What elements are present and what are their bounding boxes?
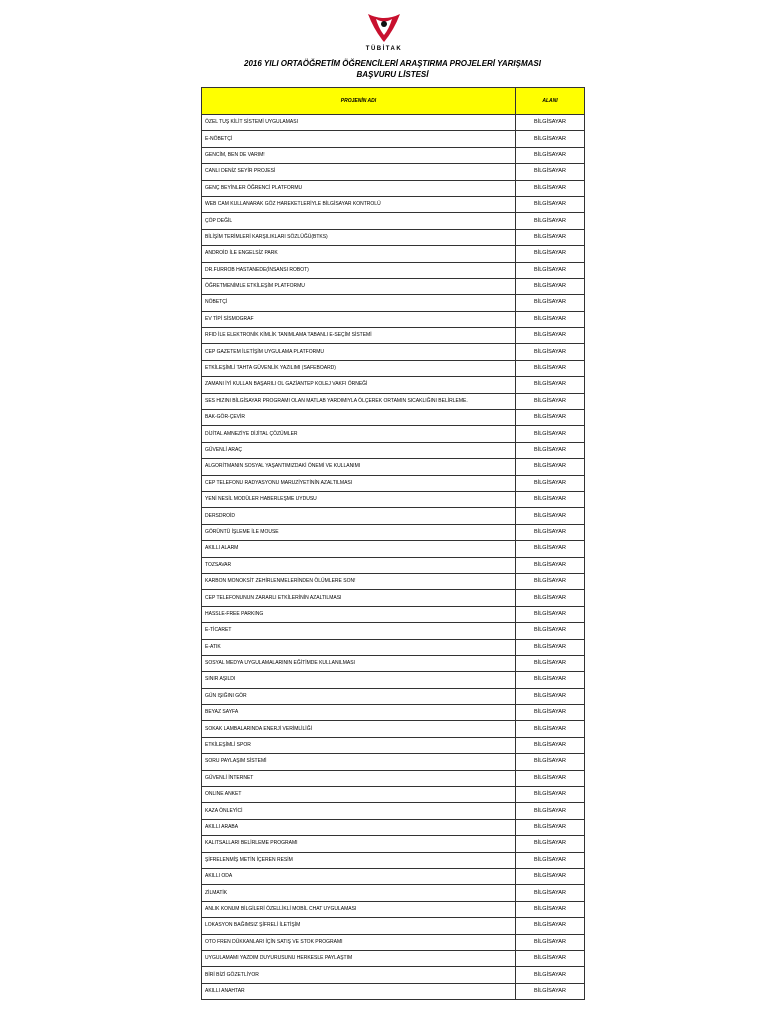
table-row (202, 180, 585, 196)
field-cell: BİLGİSAYAR (516, 950, 585, 966)
project-name-cell: RFID İLE ELEKTRONİK KİMLİK TANIMLAMA TABANLI E-SEÇİM SİSTEMİ (202, 328, 516, 344)
field-cell: BİLGİSAYAR (516, 491, 585, 507)
project-name-cell: SOSYAL MEDYA UYGULAMALARININ EĞİTİMDE KULLANILMASI (202, 655, 516, 671)
table-row (202, 377, 585, 393)
project-name-cell: BAK-GÖR-ÇEVİR (202, 410, 516, 426)
project-name-cell: ÖĞRETMENİMLE ETKİLEŞİM PLATFORMU (202, 278, 516, 294)
table-row (202, 262, 585, 278)
field-cell: BİLGİSAYAR (516, 196, 585, 212)
field-cell: BİLGİSAYAR (516, 229, 585, 245)
table-row (202, 688, 585, 704)
table-row (202, 213, 585, 229)
field-cell: BİLGİSAYAR (516, 311, 585, 327)
field-cell: BİLGİSAYAR (516, 819, 585, 835)
field-cell: BİLGİSAYAR (516, 655, 585, 671)
field-cell: BİLGİSAYAR (516, 754, 585, 770)
project-name-cell: CEP GAZETEM İLETİŞİM UYGULAMA PLATFORMU (202, 344, 516, 360)
project-name-cell: AKILLI ARABA (202, 819, 516, 835)
field-cell: BİLGİSAYAR (516, 918, 585, 934)
project-name-cell: E-ATIK (202, 639, 516, 655)
project-name-cell: EV TİPİ SİSMOGRAF (202, 311, 516, 327)
table-row (202, 229, 585, 245)
table-row (202, 737, 585, 753)
project-name-cell: SORU PAYLAŞIM SİSTEMİ (202, 754, 516, 770)
project-name-cell: ŞİFRELENMİŞ METİN İÇEREN RESİM (202, 852, 516, 868)
field-cell: BİLGİSAYAR (516, 721, 585, 737)
table-row (202, 705, 585, 721)
field-cell: BİLGİSAYAR (516, 213, 585, 229)
project-name-cell: SINIR AŞILDI (202, 672, 516, 688)
field-cell: BİLGİSAYAR (516, 180, 585, 196)
field-cell: BİLGİSAYAR (516, 377, 585, 393)
field-cell: BİLGİSAYAR (516, 639, 585, 655)
table-header-row (202, 88, 585, 115)
table-row (202, 868, 585, 884)
table-row (202, 360, 585, 376)
project-name-cell: ÇÖP DEĞİL (202, 213, 516, 229)
field-cell: BİLGİSAYAR (516, 787, 585, 803)
field-cell: BİLGİSAYAR (516, 672, 585, 688)
project-name-cell: KARBON MONOKSİT ZEHİRLENMELERİNDEN ÖLÜMLERE SON! (202, 573, 516, 589)
project-name-cell: ZAMANI İYİ KULLAN BAŞARILI OL GAZİANTEP KOLEJ VAKFI ÖRNEĞİ (202, 377, 516, 393)
field-cell: BİLGİSAYAR (516, 868, 585, 884)
field-cell: BİLGİSAYAR (516, 147, 585, 163)
table-row (202, 393, 585, 409)
table-row (202, 557, 585, 573)
project-name-cell: E-TİCARET (202, 623, 516, 639)
project-name-cell: TOZSAVAR (202, 557, 516, 573)
table-row (202, 459, 585, 475)
project-name-cell: DERSDROİD (202, 508, 516, 524)
field-cell: BİLGİSAYAR (516, 328, 585, 344)
table-row (202, 852, 585, 868)
table-row (202, 967, 585, 983)
field-cell: BİLGİSAYAR (516, 557, 585, 573)
project-name-cell: GÖRÜNTÜ İŞLEME İLE MOUSE (202, 524, 516, 540)
field-cell: BİLGİSAYAR (516, 278, 585, 294)
project-name-cell: DİJİTAL AMNEZİYE DİJİTAL ÇÖZÜMLER (202, 426, 516, 442)
table-row (202, 901, 585, 917)
project-name-cell: WEB CAM KULLANARAK GÖZ HAREKETLERİYLE BİLGİSAYAR KONTROLÜ (202, 196, 516, 212)
brand-wordmark: TÜBİTAK (365, 46, 403, 52)
field-cell: BİLGİSAYAR (516, 705, 585, 721)
table-row (202, 131, 585, 147)
field-cell: BİLGİSAYAR (516, 688, 585, 704)
document-subtitle: BAŞVURU LİSTESİ (356, 70, 429, 79)
table-row (202, 442, 585, 458)
project-name-cell: GÜVENLİ İNTERNET (202, 770, 516, 786)
table-row (202, 819, 585, 835)
field-cell: BİLGİSAYAR (516, 901, 585, 917)
table-row (202, 524, 585, 540)
field-cell: BİLGİSAYAR (516, 475, 585, 491)
project-name-cell: GÜN IŞIĞINI GÖR (202, 688, 516, 704)
table-row (202, 344, 585, 360)
table-row (202, 573, 585, 589)
project-name-cell: ÖZEL TUŞ KİLİT SİSTEMİ UYGULAMASI (202, 115, 516, 131)
project-name-cell: ANDROİD İLE ENGELSİZ PARK (202, 246, 516, 262)
project-name-cell: GÜVENLİ ARAÇ (202, 442, 516, 458)
field-cell: BİLGİSAYAR (516, 115, 585, 131)
table-row (202, 508, 585, 524)
project-name-cell: GENCİM, BEN DE VARIM! (202, 147, 516, 163)
field-cell: BİLGİSAYAR (516, 131, 585, 147)
table-row (202, 475, 585, 491)
table-row (202, 491, 585, 507)
project-name-cell: KAZA ÖNLEYİCİ (202, 803, 516, 819)
field-cell: BİLGİSAYAR (516, 262, 585, 278)
field-cell: BİLGİSAYAR (516, 836, 585, 852)
project-name-cell: NÖBETÇİ (202, 295, 516, 311)
table-row (202, 787, 585, 803)
project-name-cell: ETKİLEŞİMLİ TAHTA GÜVENLİK YAZILIMI (SAFEBOARD) (202, 360, 516, 376)
project-name-cell: SES HIZINI BİLGİSAYAR PROGRAMI OLAN MATLAB YARDIMIYLA ÖLÇEREK ORTAMIN SICAKLIĞINI BELİRLEME. (202, 393, 516, 409)
field-cell: BİLGİSAYAR (516, 737, 585, 753)
table-row (202, 328, 585, 344)
project-name-cell: AKILLI ALARM (202, 541, 516, 557)
project-name-cell: UYGULAMAMI YAZDIM DUYURUSUNU HERKESLE PAYLAŞTIM (202, 950, 516, 966)
field-cell: BİLGİSAYAR (516, 803, 585, 819)
table-row (202, 278, 585, 294)
table-row (202, 836, 585, 852)
table-row (202, 754, 585, 770)
project-name-cell: HASSLE-FREE PARKING (202, 606, 516, 622)
application-list-table (201, 87, 585, 1000)
field-cell: BİLGİSAYAR (516, 164, 585, 180)
project-name-cell: KALITSALLARI BELİRLEME PROGRAMI (202, 836, 516, 852)
table-row (202, 672, 585, 688)
field-cell: BİLGİSAYAR (516, 934, 585, 950)
field-cell: BİLGİSAYAR (516, 606, 585, 622)
table-row (202, 311, 585, 327)
field-cell: BİLGİSAYAR (516, 344, 585, 360)
field-cell: BİLGİSAYAR (516, 541, 585, 557)
field-cell: BİLGİSAYAR (516, 524, 585, 540)
field-cell: BİLGİSAYAR (516, 360, 585, 376)
table-row (202, 246, 585, 262)
project-name-cell: ZİLMATİK (202, 885, 516, 901)
project-name-cell: BEYAZ SAYFA (202, 705, 516, 721)
table-row (202, 918, 585, 934)
table-row (202, 655, 585, 671)
project-name-cell: CANLI DENİZ SEYİR PROJESİ (202, 164, 516, 180)
field-cell: BİLGİSAYAR (516, 246, 585, 262)
document-title: 2016 YILI ORTAÖĞRETİM ÖĞRENCİLERİ ARAŞTIRMA PROJELERİ YARIŞMASI (244, 59, 541, 68)
table-body (202, 115, 585, 1000)
project-name-cell: E-NÖBETÇİ (202, 131, 516, 147)
project-name-cell: SOKAK LAMBALARINDA ENERJİ VERİMLİLİĞİ (202, 721, 516, 737)
table-row (202, 410, 585, 426)
field-cell: BİLGİSAYAR (516, 967, 585, 983)
project-name-cell: CEP TELEFONUNUN ZARARLI ETKİLERİNİN AZALTILMASI (202, 590, 516, 606)
project-name-cell: DR.FURROB HASTANEDE(İNSANSI ROBOT) (202, 262, 516, 278)
field-cell: BİLGİSAYAR (516, 295, 585, 311)
project-name-cell: ETKİLEŞİMLİ SPOR (202, 737, 516, 753)
field-cell: BİLGİSAYAR (516, 770, 585, 786)
project-name-cell: YENİ NESİL MODÜLER HABERLEŞME UYDUSU (202, 491, 516, 507)
column-header-field: ALANI (516, 88, 585, 115)
table-row (202, 885, 585, 901)
table-row (202, 196, 585, 212)
project-name-cell: ONLINE ANKET (202, 787, 516, 803)
field-cell: BİLGİSAYAR (516, 885, 585, 901)
table-row (202, 295, 585, 311)
table-row (202, 623, 585, 639)
project-name-cell: OTO FREN DÜKKANLARI İÇİN SATIŞ VE STOK PROGRAMI (202, 934, 516, 950)
table-row (202, 115, 585, 131)
field-cell: BİLGİSAYAR (516, 508, 585, 524)
table-row (202, 147, 585, 163)
table-row (202, 950, 585, 966)
field-cell: BİLGİSAYAR (516, 623, 585, 639)
field-cell: BİLGİSAYAR (516, 426, 585, 442)
table-row (202, 426, 585, 442)
project-name-cell: ALGORİTMANIN SOSYAL YAŞANTIMIZDAKİ ÖNEMİ VE KULLANIMI (202, 459, 516, 475)
table-row (202, 606, 585, 622)
column-header-project-name: PROJENİN ADI (202, 88, 516, 115)
field-cell: BİLGİSAYAR (516, 393, 585, 409)
project-name-cell: GENÇ BEYİNLER ÖĞRENCİ PLATFORMU (202, 180, 516, 196)
field-cell: BİLGİSAYAR (516, 852, 585, 868)
project-name-cell: LOKASYON BAĞIMSIZ ŞİFRELİ İLETİŞİM (202, 918, 516, 934)
project-name-cell: BİRİ BİZİ GÖZETLİYOR (202, 967, 516, 983)
table-row (202, 639, 585, 655)
field-cell: BİLGİSAYAR (516, 459, 585, 475)
field-cell: BİLGİSAYAR (516, 983, 585, 999)
project-name-cell: CEP TELEFONU RADYASYONU MARUZİYETİNİN AZALTILMASI (202, 475, 516, 491)
project-name-cell: AKILLI ODA (202, 868, 516, 884)
table-row (202, 164, 585, 180)
field-cell: BİLGİSAYAR (516, 410, 585, 426)
table-row (202, 803, 585, 819)
table-row (202, 721, 585, 737)
table-row (202, 983, 585, 999)
field-cell: BİLGİSAYAR (516, 573, 585, 589)
project-name-cell: ANLIK KONUM BİLGİLERİ ÖZELLİKLİ MOBİL CHAT UYGULAMASI (202, 901, 516, 917)
table-row (202, 590, 585, 606)
table-row (202, 934, 585, 950)
field-cell: BİLGİSAYAR (516, 590, 585, 606)
table-row (202, 770, 585, 786)
project-name-cell: AKILLI ANAHTAR (202, 983, 516, 999)
table-row (202, 541, 585, 557)
field-cell: BİLGİSAYAR (516, 442, 585, 458)
project-name-cell: BİLİŞİM TERİMLERİ KARŞILIKLARI SÖZLÜĞÜ(BTKS) (202, 229, 516, 245)
